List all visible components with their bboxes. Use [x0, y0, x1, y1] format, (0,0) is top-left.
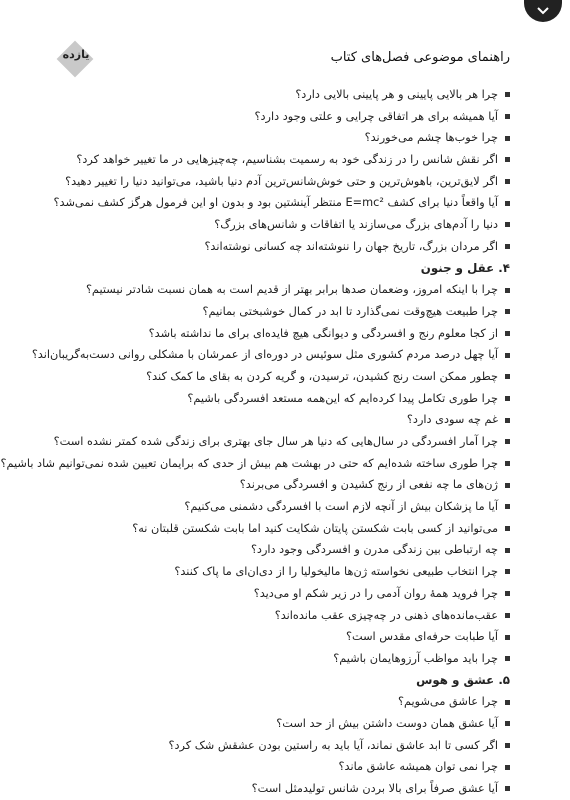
- list-item: [53, 431, 510, 453]
- bullet-icon: [505, 526, 510, 531]
- list-item-text: از کجا معلوم رنج و افسردگی و دیوانگی هیچ فایده‌ای برای ما نداشته باشد؟: [148, 326, 498, 340]
- bullet-icon: [505, 353, 510, 358]
- page-number: یازده: [62, 48, 90, 61]
- question-list: [0, 84, 510, 800]
- bullet-icon: [505, 92, 510, 97]
- bullet-icon: [505, 288, 510, 293]
- bullet-icon: [505, 222, 510, 227]
- bullet-icon: [505, 136, 510, 141]
- list-item: [31, 344, 510, 366]
- list-item-text: چرا طوری تکامل پیدا کرده‌ایم که این‌همه مستعد افسردگی باشیم؟: [187, 391, 498, 405]
- list-item-text: چرا طوری ساخته شده‌ایم که حتی در بهشت هم بیش از حدی که برایمان تعیین شده نمی‌توانیم شاد باشیم؟: [0, 456, 498, 470]
- bullet-icon: [505, 548, 510, 553]
- list-item: [0, 453, 510, 475]
- list-item-text: اگر کسی تا ابد عاشق نماند، آیا باید به راستین بودن عشقش شک کرد؟: [168, 738, 498, 752]
- list-item: [60, 171, 510, 193]
- list-item-text: دنیا را آدم‌های بزرگ می‌سازند یا اتفاقات و شانس‌های بزرگ؟: [214, 218, 498, 232]
- list-item-text: اگر مردان بزرگ، تاریخ جهان را ننوشته‌اند چه کسانی نوشته‌اند؟: [204, 239, 498, 253]
- list-item: [60, 518, 510, 540]
- list-item-text: چه ارتباطی بین زندگی مدرن و افسردگی وجود دارد؟: [250, 543, 498, 557]
- list-item-text: اگر لایق‌ترین، باهوش‌ترین و حتی خوش‌شانس‌ترین آدم دنیا باشید، می‌توانید دنیا را تغییر دهید؟: [65, 174, 498, 188]
- list-item-text: چرا عاشق می‌شویم؟: [397, 695, 498, 709]
- list-item-text: چرا با اینکه امروز، وضعمان صدها برابر بهتر از قدیم است به همان نسبت شادتر نیستیم؟: [85, 283, 498, 297]
- bullet-icon: [505, 374, 510, 379]
- list-item-text: چرا نمی توان همیشه عاشق ماند؟: [338, 760, 498, 774]
- bullet-icon: [505, 613, 510, 618]
- list-item: [60, 691, 510, 713]
- list-item: [60, 106, 510, 128]
- bullet-icon: [505, 309, 510, 314]
- bullet-icon: [505, 157, 510, 162]
- list-item: [53, 192, 510, 214]
- bullet-icon: [505, 721, 510, 726]
- list-item: [60, 323, 510, 345]
- list-item-text: اگر نقش شانس را در زندگی خود به رسمیت بشناسیم، چه‌چیزهایی در ما تغییر خواهد کرد؟: [76, 153, 498, 167]
- list-item-text: آیا همیشه برای هر اتفاقی چرایی و علتی وجود دارد؟: [254, 109, 498, 123]
- list-item: [60, 778, 510, 800]
- list-item: [60, 388, 510, 410]
- list-item-text: چرا طبیعت هیچ‌وقت نمی‌گذارد تا ابد در کمال خوشبختی بمانیم؟: [202, 304, 498, 318]
- list-item: [60, 713, 510, 735]
- bullet-icon: [505, 591, 510, 596]
- list-item: [60, 756, 510, 778]
- bullet-icon: [505, 461, 510, 466]
- list-item-text: چطور ممکن است رنج کشیدن، ترسیدن، و گریه کردن به بقای ما کمک کند؟: [146, 369, 498, 383]
- list-item-text: آیا چهل درصد مردم کشوری مثل سوئیس در دوره‌ای از عمرشان با مشکلی روانی دست‌به‌گریبان‌اند؟: [31, 348, 498, 362]
- list-item: [60, 149, 510, 171]
- bullet-icon: [505, 504, 510, 509]
- page-header: [64, 44, 510, 74]
- list-item: [60, 561, 510, 583]
- list-item: [60, 648, 510, 670]
- list-item: [60, 214, 510, 236]
- bullet-icon: [505, 656, 510, 661]
- list-item-text: چرا باید مواظب آرزوهایمان باشیم؟: [333, 651, 498, 665]
- list-item: [60, 474, 510, 496]
- list-item-text: چرا آمار افسردگی در سال‌هایی که دنیا هر سال جای بهتری برای زندگی شده کمتر نشده است؟: [53, 435, 498, 448]
- list-item: [60, 735, 510, 757]
- list-item-text: چرا فروید همهٔ روان آدمی را در زیر شکم او می‌دید؟: [253, 586, 498, 600]
- bullet-icon: [505, 765, 510, 770]
- list-item-text: چرا هر بالایی پایینی و هر پایینی بالایی دارد؟: [295, 88, 498, 101]
- list-item: [60, 496, 510, 518]
- bullet-icon: [505, 418, 510, 423]
- list-item: [60, 301, 510, 323]
- bullet-icon: [505, 114, 510, 119]
- list-item-text: عقب‌مانده‌های ذهنی در چه‌چیزی عقب مانده‌اند؟: [274, 608, 498, 622]
- list-item-text: می‌توانید از کسی بابت شکستن پایتان شکایت کنید اما بابت شکستن قلبتان نه؟: [132, 521, 498, 535]
- section-heading: ۵. عشق و هوس: [416, 672, 510, 687]
- bullet-icon: [505, 331, 510, 336]
- list-item: [60, 605, 510, 627]
- list-item-text: ژن‌های ما چه نفعی از رنج کشیدن و افسردگی می‌برند؟: [239, 478, 498, 492]
- bullet-icon: [505, 244, 510, 249]
- list-item: [60, 626, 510, 648]
- list-item: [60, 279, 510, 301]
- bullet-icon: [505, 201, 510, 206]
- section-heading: ۴. عقل و جنون: [420, 260, 510, 275]
- list-item: [60, 127, 510, 149]
- bullet-icon: [505, 439, 510, 444]
- bullet-icon: [505, 569, 510, 574]
- list-item: [60, 583, 510, 605]
- list-item-text: چرا انتخاب طبیعی نخواسته ژن‌ها مالیخولیا را از دی‌ان‌ای ما پاک کنند؟: [174, 565, 498, 579]
- bullet-icon: [505, 786, 510, 791]
- bullet-icon: [505, 396, 510, 401]
- list-item-text: چرا خوب‌ها چشم می‌خورند؟: [364, 131, 498, 145]
- bullet-icon: [505, 179, 510, 184]
- list-item: [60, 236, 510, 258]
- page-title: راهنمای موضوعی فصل‌های کتاب: [330, 50, 510, 65]
- list-item-text: آیا عشق همان دوست داشتن بیش از حد است؟: [276, 716, 498, 730]
- bullet-icon: [505, 483, 510, 488]
- bullet-icon: [505, 700, 510, 705]
- list-item-text: غم چه سودی دارد؟: [406, 413, 498, 427]
- bullet-icon: [505, 743, 510, 748]
- list-item-text: آیا ما پزشکان بیش از آنچه لازم است با افسردگی دشمنی می‌کنیم؟: [184, 500, 498, 514]
- list-item-text: آیا عشق صرفاً برای بالا بردن شانس تولیدمثل است؟: [251, 782, 498, 795]
- list-item: [60, 539, 510, 561]
- list-item: [60, 366, 510, 388]
- list-item-text: آیا واقعاً دنیا برای کشف E=mc² منتظر آینشتین بود و بدون او این فرمول هرگز کشف نمی‌شد؟: [53, 196, 498, 210]
- chevron-down-icon: [537, 7, 549, 15]
- list-item: [60, 84, 510, 106]
- list-item-text: آیا طبابت حرفه‌ای مقدس است؟: [345, 630, 498, 644]
- list-item: [60, 409, 510, 431]
- bullet-icon: [505, 635, 510, 640]
- scroll-down-button[interactable]: [524, 0, 562, 22]
